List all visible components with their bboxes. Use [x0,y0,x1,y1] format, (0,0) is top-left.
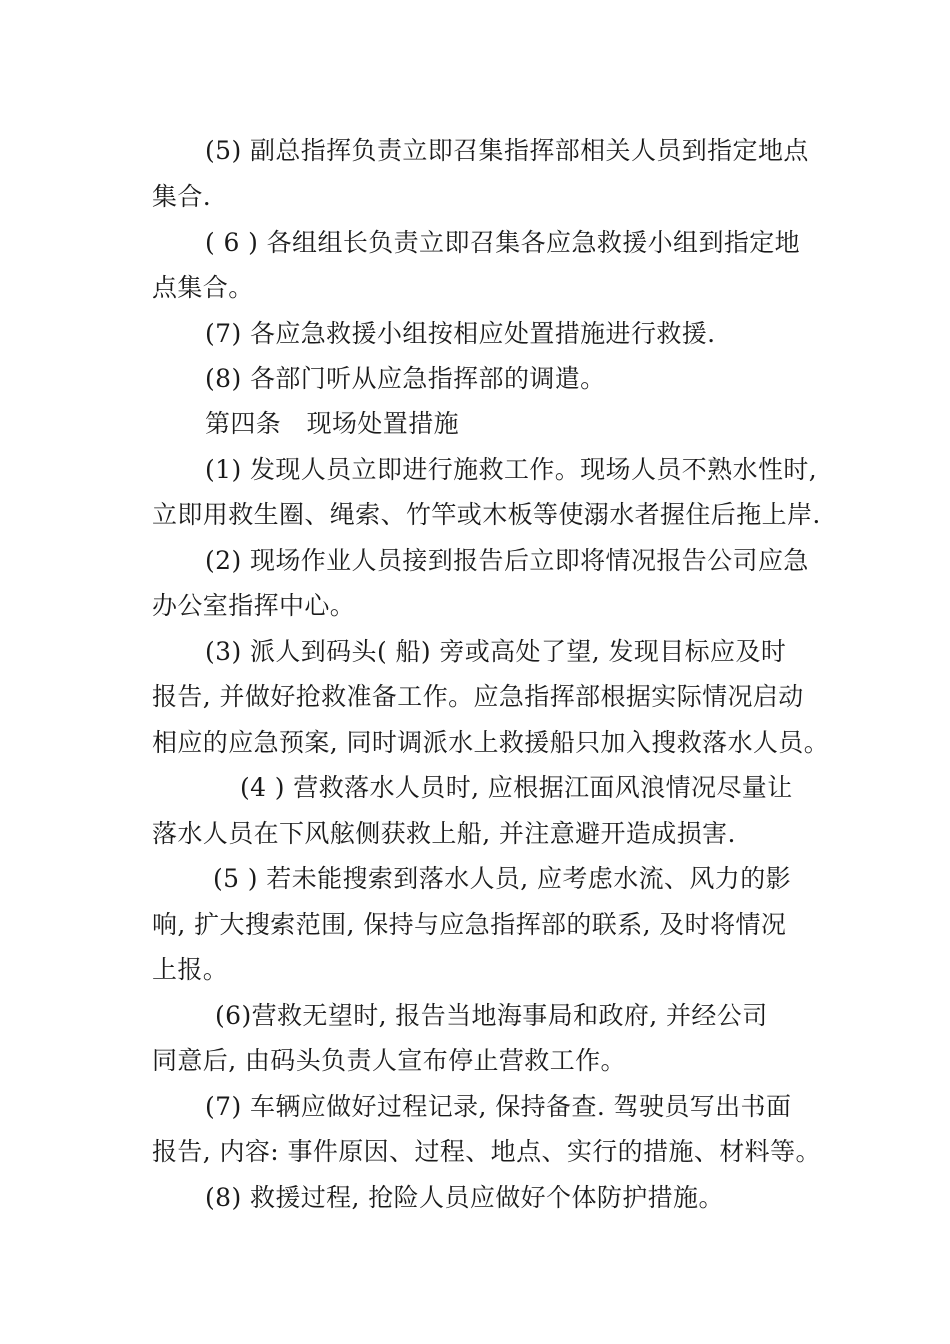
paragraph-line: 办公室指挥中心。 [152,591,356,620]
paragraph-line: 点集合。 [152,273,254,302]
paragraph-line: ( 6 ) 各组组长负责立即召集各应急救援小组到指定地 [205,228,801,257]
paragraph-line: (2) 现场作业人员接到报告后立即将情况报告公司应急 [205,546,809,575]
paragraph-line: (7) 各应急救援小组按相应处置措施进行救援. [205,319,716,348]
paragraph-line: (1) 发现人员立即进行施救工作。现场人员不熟水性时, [205,455,818,484]
section-heading: 第四条 现场处置措施 [205,409,460,438]
paragraph-line: (7) 车辆应做好过程记录, 保持备查. 驾驶员写出书面 [205,1092,792,1121]
paragraph-line: 集合. [152,182,212,211]
paragraph-line: (6)营救无望时, 报告当地海事局和政府, 并经公司 [215,1001,768,1030]
paragraph-line: (3) 派人到码头( 船) 旁或高处了望, 发现目标应及时 [205,637,787,666]
paragraph-line: 同意后, 由码头负责人宣布停止营救工作。 [152,1046,626,1075]
paragraph-line: (8) 各部门听从应急指挥部的调遣。 [205,364,606,393]
paragraph-line: 相应的应急预案, 同时调派水上救援船只加入搜救落水人员。 [152,728,830,757]
paragraph-line: 落水人员在下风舷侧获救上船, 并注意避开造成损害. [152,819,736,848]
paragraph-line: 报告, 并做好抢救准备工作。应急指挥部根据实际情况启动 [152,682,804,711]
paragraph-line: 报告, 内容: 事件原因、过程、地点、实行的措施、材料等。 [152,1137,821,1166]
paragraph-line: (8) 救援过程, 抢险人员应做好个体防护措施。 [205,1183,724,1212]
paragraph-line: 响, 扩大搜索范围, 保持与应急指挥部的联系, 及时将情况 [152,910,787,939]
paragraph-line: (5 ) 若未能搜索到落水人员, 应考虑水流、风力的影 [213,864,792,893]
paragraph-line: (4 ) 营救落水人员时, 应根据江面风浪情况尽量让 [240,773,793,802]
paragraph-line: 立即用救生圈、绳索、竹竿或木板等使溺水者握住后拖上岸. [152,500,821,529]
paragraph-line: (5) 副总指挥负责立即召集指挥部相关人员到指定地点 [205,136,809,165]
paragraph-line: 上报。 [152,955,229,984]
